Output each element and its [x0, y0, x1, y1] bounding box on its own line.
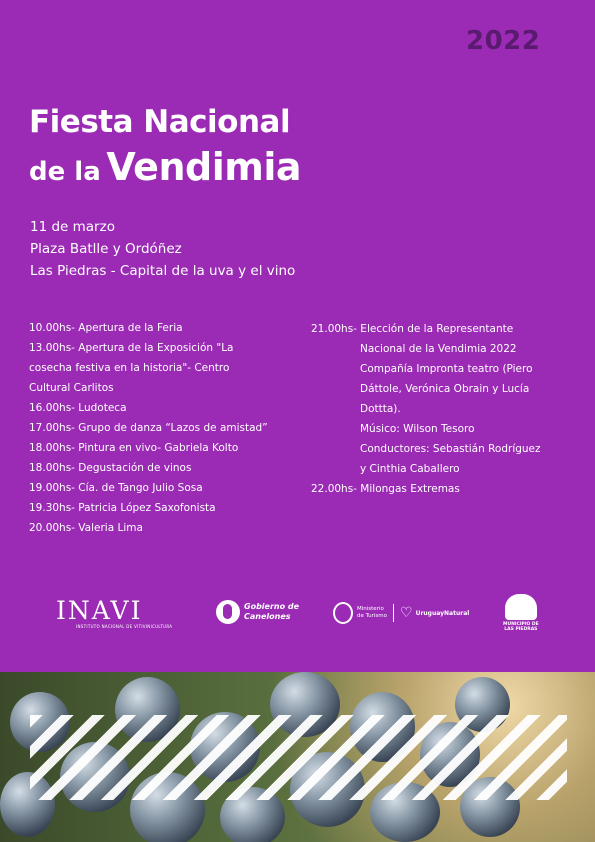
schedule-left	[29, 318, 291, 538]
event-date: 11 de marzo	[30, 219, 115, 235]
schedule-line: 16.00hs- Ludoteca	[29, 402, 127, 414]
turismo-line-1: Ministerio	[357, 606, 384, 612]
piedras-logo	[503, 594, 539, 632]
inavi-subtitle: INSTITUTO NACIONAL DE VITIVINICULTURA	[76, 624, 173, 629]
canelones-line-2: Canelones	[244, 612, 291, 621]
schedule-line: 17.00hs- Grupo de danza “Lazos de amistad”	[29, 422, 268, 434]
canelones-line-1: Gobierno de	[244, 602, 300, 611]
piedras-line-1: MUNICIPIO DE	[503, 622, 539, 627]
schedule-line: Conductores: Sebastián Rodríguez	[360, 443, 541, 455]
title-small: de la	[29, 157, 101, 187]
turismo-logo	[333, 602, 469, 624]
canelones-logo	[216, 600, 299, 624]
municipio-icon	[505, 594, 537, 620]
event-city: Las Piedras - Capital de la uva y el vino	[30, 263, 296, 279]
piedras-line-2: LAS PIEDRAS	[504, 627, 538, 632]
schedule-line: 22.00hs- Milongas Extremas	[311, 483, 460, 495]
schedule-line: 19.00hs- Cía. de Tango Julio Sosa	[29, 482, 203, 494]
schedule-right	[311, 319, 581, 499]
turismo-line-2: de Turismo	[357, 613, 388, 619]
heart-icon: ♡	[400, 605, 413, 621]
schedule-line: 18.00hs- Degustación de vinos	[29, 462, 192, 474]
schedule-line: Músico: Wilson Tesoro	[360, 423, 475, 435]
title-line-2	[29, 145, 301, 189]
schedule-line: 10.00hs- Apertura de la Feria	[29, 322, 183, 334]
seal-icon	[333, 602, 353, 624]
schedule-line: cosecha festiva en la historia"- Centro	[29, 362, 230, 374]
event-venue: Plaza Batlle y Ordóñez	[30, 241, 182, 257]
event-info	[30, 216, 295, 282]
schedule-line: Compañía Impronta teatro (Piero	[360, 363, 533, 375]
inavi-logo	[56, 598, 172, 629]
schedule-line: 20.00hs- Valeria Lima	[29, 522, 143, 534]
schedule-line: Cultural Carlitos	[29, 382, 114, 394]
schedule-line: Dottta).	[360, 403, 401, 415]
uruguay-natural-brand: UruguayNatural	[415, 609, 470, 617]
sponsor-logos	[0, 590, 595, 640]
title-big: Vendimia	[106, 145, 301, 189]
schedule-line: 13.00hs- Apertura de la Exposición "La	[29, 342, 234, 354]
schedule-line: Nacional de la Vendimia 2022	[360, 343, 517, 355]
schedule-line: Dáttole, Verónica Obrain y Lucía	[360, 383, 530, 395]
canelones-icon	[216, 600, 240, 624]
decorative-stripes	[30, 715, 567, 800]
year: 2022	[466, 26, 541, 56]
schedule-line: 21.00hs- Elección de la Representante	[311, 323, 514, 335]
schedule-line: y Cinthia Caballero	[360, 463, 460, 475]
title-line-1: Fiesta Nacional	[29, 104, 291, 140]
schedule-line: 19.30hs- Patricia López Saxofonista	[29, 502, 216, 514]
schedule-line: 18.00hs- Pintura en vivo- Gabriela Kolto	[29, 442, 239, 454]
logo-divider	[393, 604, 394, 622]
inavi-name: INAVI	[56, 596, 143, 625]
